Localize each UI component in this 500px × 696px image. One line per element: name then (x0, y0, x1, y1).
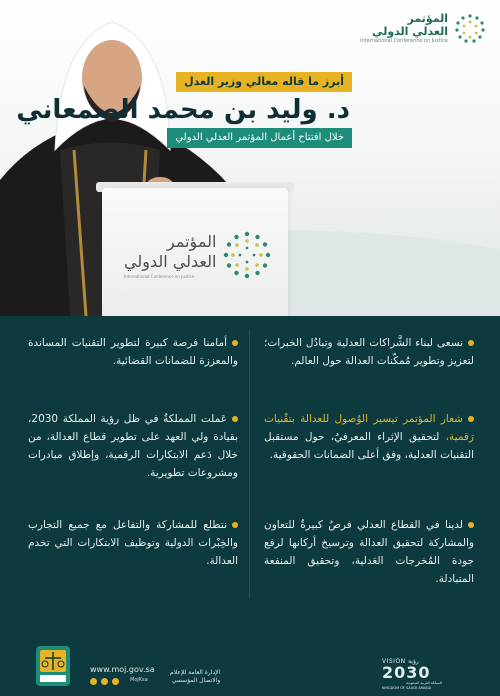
department-name (170, 669, 220, 685)
quote-item (264, 334, 474, 370)
quote-text: نسعى لبناء الشَّراكات العدلية وتبادُل الخبرات؛ لتعزيز وتطوير مُمكّنات العدالة حول العالم. (264, 337, 474, 367)
podium-subtitle: International Conference on Justice (124, 273, 195, 279)
brand-title-line1: المؤتمر (407, 12, 448, 25)
headline-tagline: خلال افتتاح أعمال المؤتمر العدلي الدولي (167, 128, 352, 148)
social-handle: MojKsa (130, 677, 148, 683)
podium-title-line1: المؤتمر (167, 231, 217, 251)
website-link[interactable]: www.moj.gov.sa (90, 665, 155, 674)
bullet-dot-icon (468, 416, 474, 422)
conference-logo (360, 12, 486, 45)
snapchat-icon[interactable] (112, 678, 119, 685)
vision-word: VISION رؤية (382, 658, 419, 665)
hero-banner (0, 0, 500, 316)
quote-text: لدينا في القطاع العدلي فرصٌ كبيرةٌ للتعاون والمشاركة لتحقيق العدالة وترسيخ أركانها لرفع جودة المُخرجات العَدلية، وتحقيق المنفعة المتبادلة. (264, 519, 474, 585)
quote-text-highlight: شعار المؤتمر تيسير الوُصول للعدالة بتقْنيات رَقمية، (264, 413, 474, 443)
vision-year: 2030 (382, 663, 431, 682)
quote-text: أمامنا فرصة كبيرة لتطوير التقنيات المساندة والمعززة للضمانات القضائية. (28, 337, 238, 367)
minister-name: د. وليد بن محمد الصمعاني (16, 95, 350, 125)
quote-item (264, 516, 474, 588)
social-icons (90, 678, 119, 685)
bullet-dot-icon (232, 416, 238, 422)
footer (0, 612, 500, 696)
brand-title-line2: العدلي الدولي (372, 25, 448, 38)
quote-text: عَملت المملكةُ في ظل رؤية المملكة 2030، بقيادة ولي العهد على تطوير قطاع العدالة، من خلال دَعم الابتكارات الرقمية، وإطلاق مبادرات ومشروعات تطويرية. (28, 413, 238, 479)
headline-kicker: أبرز ما قاله معالي وزير العدل (176, 72, 352, 92)
conference-logo-icon (454, 13, 486, 45)
bullet-dot-icon (232, 522, 238, 528)
department-line2: والاتصال المؤسسي (171, 677, 221, 684)
conference-emblem-icon (222, 230, 272, 280)
bullet-dot-icon (468, 340, 474, 346)
vision-2030-logo (382, 658, 442, 691)
quote-item (28, 516, 238, 570)
brand-subtitle: International Conference on Justice (360, 38, 448, 44)
podium-title-line2: العدلي الدولي (124, 251, 217, 271)
vision-country-en: KINGDOM OF SAUDI ARABIA (382, 686, 432, 690)
quote-text: لتحقيق الإثراء المعرفيُ، حول مستقبل التقنيات العدلية، وفق أعلى الضمانات الحقوقية. (264, 431, 474, 461)
quote-item (264, 410, 474, 464)
column-divider (249, 330, 250, 598)
podium-logo (124, 230, 272, 280)
twitter-icon[interactable] (90, 678, 97, 685)
youtube-icon[interactable] (101, 678, 108, 685)
quote-item (28, 410, 238, 482)
bullet-dot-icon (232, 340, 238, 346)
quote-text: نتطلع للمشاركة والتفاعل مع جميع التجارب والخِبْرات الدولية وتوظيف الابتكارات التي تخدم العدالة. (28, 519, 238, 567)
ministry-crest-icon (34, 640, 72, 690)
quote-item (28, 334, 238, 370)
department-line1: الإدارة العامة للإعلام (170, 669, 221, 676)
vision-country: المملكة العربية السعودية (406, 681, 442, 685)
bullet-dot-icon (468, 522, 474, 528)
